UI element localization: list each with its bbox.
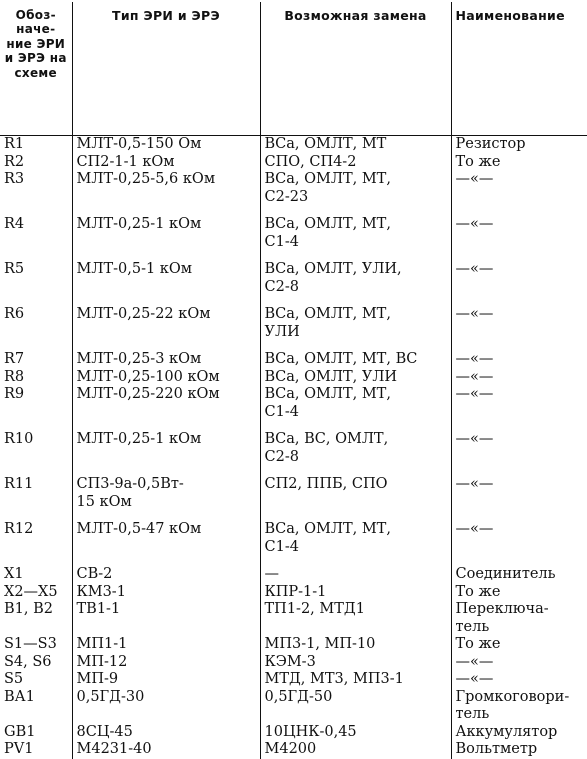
type-line: ТВ1-1 — [76, 601, 121, 617]
table-row — [0, 171, 587, 206]
replacement-cell — [260, 306, 451, 341]
type-line: МЛТ-0,25-1 кОм — [76, 216, 202, 232]
table-row — [0, 671, 587, 689]
replacement-cell — [260, 654, 451, 672]
name-line: —«— — [455, 671, 494, 687]
designation-cell: R12 — [4, 521, 34, 537]
type-line: МЛТ-0,25-220 кОм — [76, 386, 220, 402]
table-row — [0, 521, 587, 556]
replacement-cell — [260, 136, 451, 154]
header-designation: Обоз- наче- ние ЭРИ и ЭРЭ на схеме — [0, 2, 72, 136]
name-line: —«— — [455, 216, 494, 232]
name-line: То же — [455, 153, 501, 170]
type-cell — [72, 671, 260, 689]
replacement-line: ВСа, ОМЛТ, МТ, — [264, 521, 391, 537]
designation-cell: X1 — [4, 566, 24, 582]
designation-cell: R4 — [4, 216, 25, 232]
name-cell — [451, 306, 587, 341]
table-row — [0, 261, 587, 296]
type-cell — [72, 171, 260, 206]
header-replacement: Возможная замена — [260, 2, 451, 136]
type-line: СВ-2 — [76, 566, 113, 582]
replacement-line: СПО, СП4-2 — [264, 153, 357, 170]
row-spacer — [0, 556, 587, 566]
name-line: То же — [455, 636, 501, 652]
name-line: тель — [455, 618, 490, 635]
table-row — [0, 741, 587, 759]
type-cell — [72, 566, 260, 584]
name-cell — [451, 154, 587, 172]
type-cell — [72, 369, 260, 387]
replacement-line: С2-23 — [264, 188, 309, 205]
type-line: МЛТ-0,25-3 кОм — [76, 351, 202, 367]
type-line: СП2-1-1 кОм — [76, 153, 175, 170]
replacement-line: С2-8 — [264, 448, 299, 465]
replacement-cell — [260, 171, 451, 206]
row-spacer — [0, 341, 587, 351]
designation-cell: R8 — [4, 368, 25, 385]
name-cell — [451, 689, 587, 724]
name-line: Переключа- — [455, 601, 549, 617]
type-line: СП3-9а-0,5Вт- — [76, 476, 184, 492]
name-cell — [451, 369, 587, 387]
type-line: МЛТ-0,25-5,6 кОм — [76, 171, 216, 187]
table-row — [0, 136, 587, 154]
type-line: 15 кОм — [76, 493, 132, 510]
name-cell — [451, 261, 587, 296]
replacement-line: СП2, ППБ, СПО — [264, 476, 388, 492]
replacement-line: М4200 — [264, 741, 317, 757]
name-cell — [451, 601, 587, 636]
header-type: Тип ЭРИ и ЭРЭ — [72, 2, 260, 136]
type-cell — [72, 351, 260, 369]
name-cell — [451, 476, 587, 511]
name-cell — [451, 636, 587, 654]
replacement-cell — [260, 351, 451, 369]
name-cell — [451, 351, 587, 369]
replacement-line: ВСа, ОМЛТ, УЛИ — [264, 368, 398, 385]
type-line: 0,5ГД-30 — [76, 688, 145, 705]
replacement-cell — [260, 724, 451, 742]
designation-cell: R5 — [4, 261, 25, 277]
table-row — [0, 584, 587, 602]
table-row — [0, 216, 587, 251]
name-line: Резистор — [455, 136, 526, 152]
name-line: —«— — [455, 431, 494, 447]
replacement-cell — [260, 584, 451, 602]
type-cell — [72, 636, 260, 654]
replacement-line: ВСа, ОМЛТ, МТ, ВС — [264, 351, 418, 367]
type-line: МП-9 — [76, 671, 119, 687]
type-line: МП-12 — [76, 653, 128, 670]
designation-cell: ВА1 — [4, 688, 35, 705]
replacement-cell — [260, 216, 451, 251]
designation-cell: R11 — [4, 476, 34, 492]
type-cell — [72, 601, 260, 636]
row-spacer — [0, 466, 587, 476]
designation-cell: S5 — [4, 671, 24, 687]
type-cell — [72, 476, 260, 511]
type-cell — [72, 584, 260, 602]
table-row — [0, 601, 587, 636]
replacement-line: ВСа, ОМЛТ, МТ, — [264, 216, 391, 232]
replacement-cell — [260, 601, 451, 636]
name-cell — [451, 741, 587, 759]
name-line: —«— — [455, 521, 494, 537]
replacement-line: КЭМ-3 — [264, 653, 316, 670]
table-body — [0, 136, 587, 759]
type-line: МЛТ-0,5-150 Ом — [76, 136, 202, 152]
replacement-line: С2-8 — [264, 278, 299, 295]
designation-cell: R1 — [4, 136, 25, 152]
components-table — [0, 2, 587, 759]
row-spacer — [0, 251, 587, 261]
designation-cell: X2—X5 — [4, 583, 58, 600]
type-cell — [72, 154, 260, 172]
replacement-line: ВСа, ОМЛТ, МТ, — [264, 386, 391, 402]
type-line: МЛТ-0,5-1 кОм — [76, 261, 193, 277]
replacement-line: ТП1-2, МТД1 — [264, 601, 365, 617]
table-row — [0, 154, 587, 172]
table-row — [0, 654, 587, 672]
table-row — [0, 476, 587, 511]
name-line: —«— — [455, 261, 494, 277]
replacement-cell — [260, 521, 451, 556]
designation-cell: GB1 — [4, 723, 36, 740]
name-cell — [451, 171, 587, 206]
table-header — [0, 2, 587, 136]
name-cell — [451, 521, 587, 556]
type-cell — [72, 654, 260, 672]
name-cell — [451, 724, 587, 742]
designation-cell: S4, S6 — [4, 653, 52, 670]
replacement-line: ВСа, ОМЛТ, МТ, — [264, 171, 391, 187]
replacement-line: ВСа, ОМЛТ, МТ, — [264, 306, 391, 322]
type-cell — [72, 261, 260, 296]
name-line: Соединитель — [455, 566, 556, 582]
type-cell — [72, 431, 260, 466]
type-cell — [72, 741, 260, 759]
replacement-cell — [260, 431, 451, 466]
table-row — [0, 724, 587, 742]
replacement-line: ВСа, ОМЛТ, УЛИ, — [264, 261, 402, 277]
name-line: —«— — [455, 653, 494, 670]
type-line: МЛТ-0,5-47 кОм — [76, 521, 202, 537]
replacement-line: 0,5ГД-50 — [264, 688, 333, 705]
type-cell — [72, 306, 260, 341]
type-line: 8СЦ-45 — [76, 723, 133, 740]
replacement-cell — [260, 689, 451, 724]
table-row — [0, 306, 587, 341]
name-cell — [451, 654, 587, 672]
table-row — [0, 566, 587, 584]
type-cell — [72, 136, 260, 154]
replacement-cell — [260, 566, 451, 584]
type-line: КМ3-1 — [76, 583, 126, 600]
replacement-cell — [260, 476, 451, 511]
replacement-line: ВСа, ВС, ОМЛТ, — [264, 431, 389, 447]
type-line: МП1-1 — [76, 636, 128, 652]
replacement-line: МП3-1, МП-10 — [264, 636, 376, 652]
type-line: МЛТ-0,25-22 кОм — [76, 306, 211, 322]
replacement-line: С1-4 — [264, 403, 299, 420]
type-cell — [72, 689, 260, 724]
replacement-line: — — [264, 566, 279, 582]
type-line: МЛТ-0,25-1 кОм — [76, 431, 202, 447]
name-line: То же — [455, 583, 501, 600]
replacement-line: С1-4 — [264, 233, 299, 250]
table-row — [0, 386, 587, 421]
name-cell — [451, 566, 587, 584]
type-cell — [72, 216, 260, 251]
table-row — [0, 351, 587, 369]
name-cell — [451, 671, 587, 689]
name-line: —«— — [455, 351, 494, 367]
name-line: —«— — [455, 368, 494, 385]
name-line: Аккумулятор — [455, 723, 558, 740]
replacement-cell — [260, 261, 451, 296]
replacement-cell — [260, 636, 451, 654]
replacement-cell — [260, 154, 451, 172]
name-cell — [451, 136, 587, 154]
name-line: Вольтметр — [455, 741, 538, 757]
row-spacer — [0, 511, 587, 521]
table-row — [0, 369, 587, 387]
replacement-line: МТД, МТ3, МП3-1 — [264, 671, 404, 687]
row-spacer — [0, 421, 587, 431]
name-cell — [451, 431, 587, 466]
name-cell — [451, 386, 587, 421]
name-cell — [451, 584, 587, 602]
replacement-cell — [260, 671, 451, 689]
replacement-cell — [260, 386, 451, 421]
designation-cell: R6 — [4, 306, 25, 322]
type-cell — [72, 724, 260, 742]
replacement-line: С1-4 — [264, 538, 299, 555]
designation-cell: R9 — [4, 386, 25, 402]
name-line: —«— — [455, 476, 494, 492]
table-row — [0, 636, 587, 654]
designation-cell: R3 — [4, 171, 25, 187]
header-name: Наименование — [451, 2, 587, 136]
name-cell — [451, 216, 587, 251]
replacement-line: ВСа, ОМЛТ, МТ — [264, 136, 387, 152]
table-row — [0, 431, 587, 466]
replacement-line: КПР-1-1 — [264, 583, 327, 600]
type-line: М4231-40 — [76, 741, 152, 757]
replacement-line: 10ЦНК-0,45 — [264, 723, 357, 740]
type-cell — [72, 521, 260, 556]
type-line: МЛТ-0,25-100 кОм — [76, 368, 220, 385]
name-line: —«— — [455, 171, 494, 187]
name-line: —«— — [455, 386, 494, 402]
name-line: тель — [455, 706, 490, 722]
row-spacer — [0, 296, 587, 306]
designation-cell: R10 — [4, 431, 34, 447]
name-line: —«— — [455, 306, 494, 322]
type-cell — [72, 386, 260, 421]
name-line: Громкоговори- — [455, 688, 570, 705]
designation-cell: R7 — [4, 351, 25, 367]
replacement-line: УЛИ — [264, 323, 300, 340]
designation-cell: R2 — [4, 153, 25, 170]
designation-cell: В1, В2 — [4, 601, 53, 617]
row-spacer — [0, 206, 587, 216]
designation-cell: PV1 — [4, 741, 34, 757]
designation-cell: S1—S3 — [4, 636, 57, 652]
table-row — [0, 689, 587, 724]
replacement-cell — [260, 741, 451, 759]
replacement-cell — [260, 369, 451, 387]
